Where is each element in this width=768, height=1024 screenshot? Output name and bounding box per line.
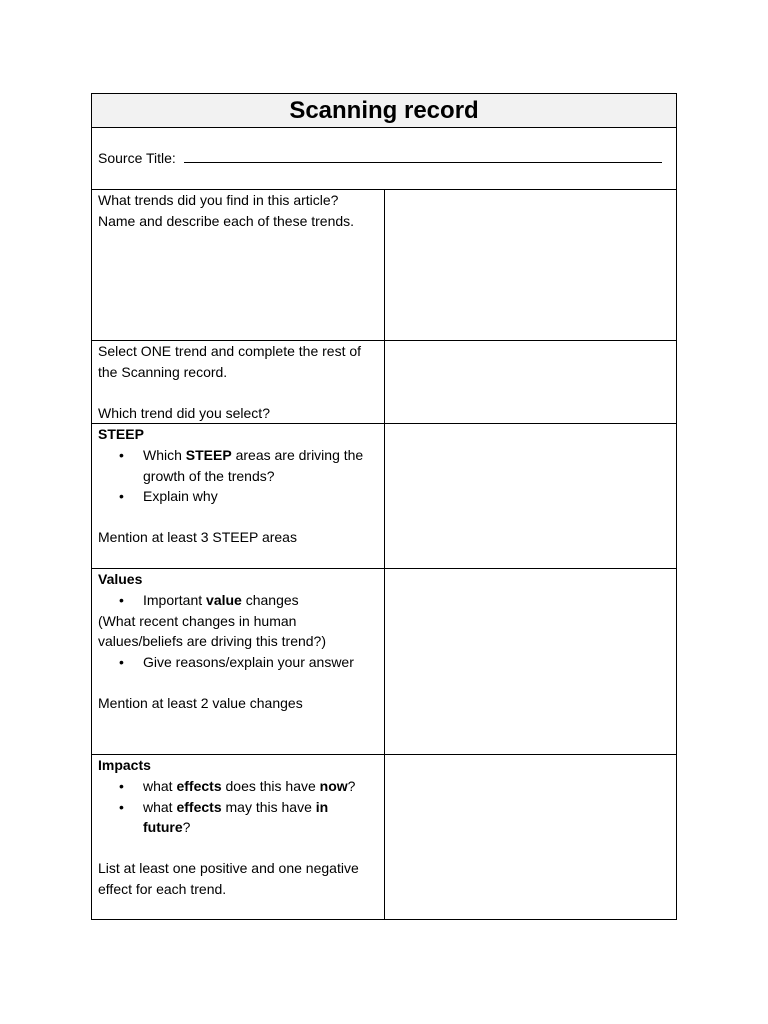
- list-item: [119, 797, 378, 838]
- values-bullet2-text: Give reasons/explain your answer: [143, 653, 354, 670]
- list-item: [119, 776, 378, 797]
- impacts-bullet2-text-end: ?: [182, 819, 191, 836]
- impacts-bullet2-text: what: [143, 798, 177, 815]
- select-instruction-text: Select ONE trend and complete the rest of the Scanning record.: [98, 343, 362, 380]
- steep-bullet1-bold: STEEP: [185, 446, 232, 463]
- impacts-bullet1-text: what: [143, 777, 177, 794]
- impacts-answer-cell[interactable]: [384, 755, 677, 920]
- source-title-label: Source Title:: [98, 150, 176, 167]
- bullet-icon: •: [119, 653, 124, 670]
- values-note-text: (What recent changes in human values/beliefs are driving this trend?): [98, 612, 327, 650]
- select-prompt-cell: [92, 341, 385, 424]
- impacts-bullet-list: [98, 776, 378, 838]
- bullet-icon: •: [119, 446, 124, 463]
- steep-bullet2-text: Explain why: [143, 488, 218, 505]
- list-item: [119, 590, 378, 611]
- page-title: Scanning record: [92, 94, 677, 128]
- trends-answer-cell[interactable]: [384, 190, 677, 341]
- impacts-bullet1-bold: effects: [176, 777, 222, 794]
- values-bullet-list-2: [98, 652, 378, 673]
- steep-prompt-cell: [92, 424, 385, 569]
- select-answer-cell[interactable]: [384, 341, 677, 424]
- steep-bullet-list: [98, 445, 378, 507]
- bullet-icon: •: [119, 488, 124, 505]
- impacts-bullet2-bold2: in future: [143, 798, 329, 836]
- values-answer-cell[interactable]: [384, 569, 677, 755]
- impacts-bullet1-text-end: ?: [347, 777, 356, 794]
- select-question-text: Which trend did you select?: [98, 404, 270, 421]
- steep-footer-text: Mention at least 3 STEEP areas: [98, 529, 297, 546]
- impacts-bullet2-text-mid: may this have: [221, 798, 316, 815]
- bullet-icon: •: [119, 777, 124, 794]
- trends-prompt-cell: [92, 190, 385, 341]
- steep-heading: STEEP: [98, 426, 144, 443]
- impacts-footer-text: List at least one positive and one negative effect for each trend.: [98, 860, 359, 897]
- values-bullet1-bold: value: [206, 591, 242, 608]
- bullet-icon: •: [119, 798, 124, 815]
- steep-bullet1-text: Which: [143, 446, 186, 463]
- steep-bullet1-text-end: areas are driving the growth of the trends?: [143, 446, 364, 484]
- impacts-bullet1-text-mid: does this have: [221, 777, 320, 794]
- values-bullet1-text-end: changes: [241, 591, 299, 608]
- trends-prompt-text: What trends did you find in this article? Name and describe each of these trends.: [98, 192, 355, 229]
- values-prompt-cell: [92, 569, 385, 755]
- impacts-bullet2-bold: effects: [176, 798, 222, 815]
- steep-answer-cell[interactable]: [384, 424, 677, 569]
- impacts-bullet1-bold2: now: [319, 777, 348, 794]
- impacts-heading: Impacts: [98, 757, 151, 774]
- values-heading: Values: [98, 571, 143, 588]
- values-bullet-list-1: [98, 590, 378, 611]
- bullet-icon: •: [119, 591, 124, 608]
- source-title-input-line[interactable]: [184, 148, 662, 163]
- list-item: [119, 652, 378, 673]
- impacts-prompt-cell: [92, 755, 385, 920]
- scanning-record-table: [91, 93, 677, 920]
- values-bullet1-text: Important: [143, 591, 207, 608]
- list-item: [119, 445, 378, 486]
- source-title-row: [92, 128, 677, 190]
- values-footer-text: Mention at least 2 value changes: [98, 694, 303, 711]
- list-item: [119, 486, 378, 507]
